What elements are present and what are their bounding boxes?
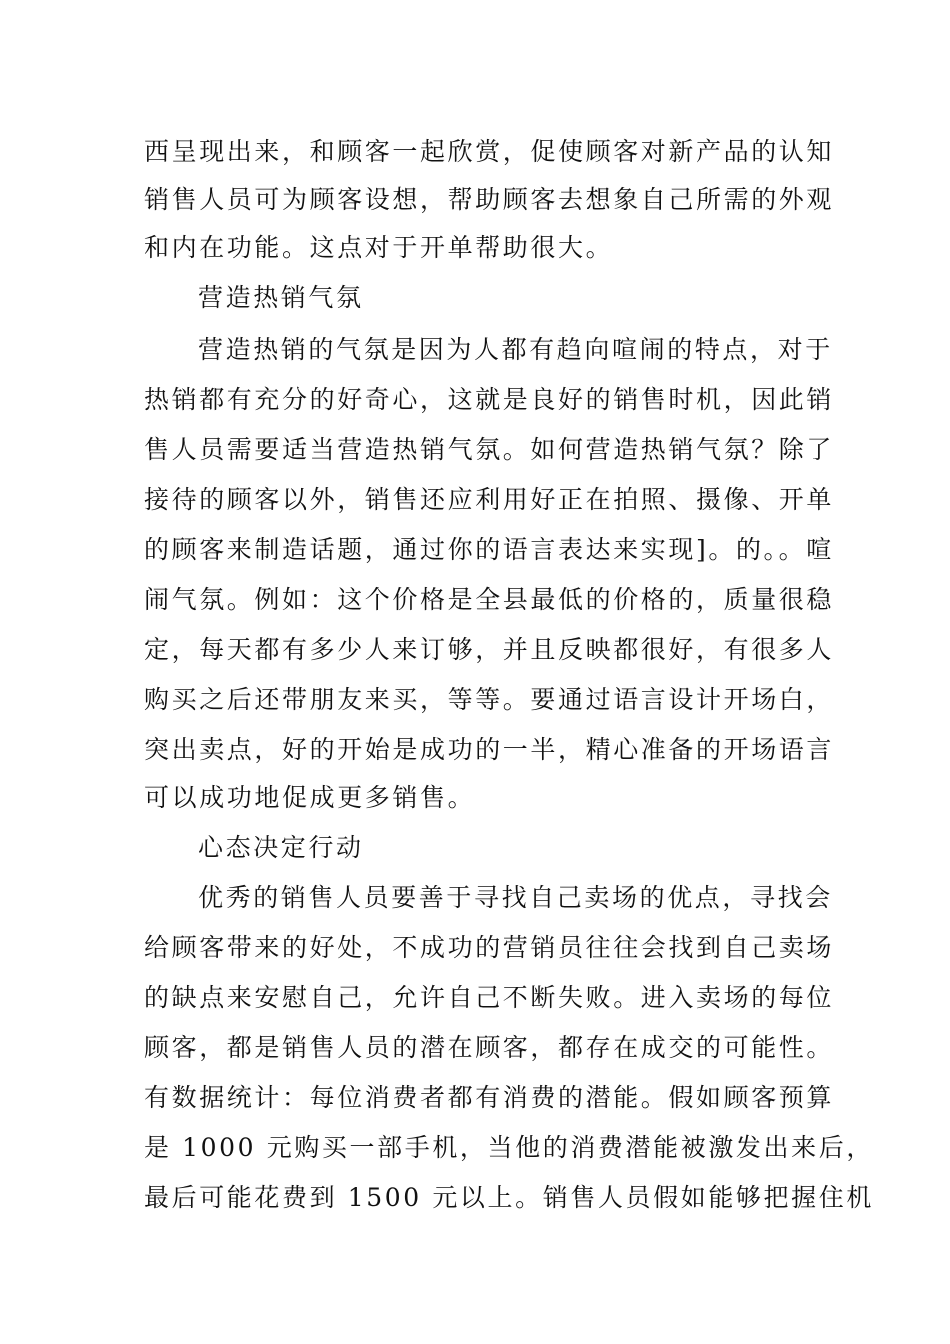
text-line: 购买之后还带朋友来买，等等。要通过语言设计开场白， <box>144 685 835 714</box>
text-line: 最后可能花费到 1500 元以上。销售人员假如能够把握住机 <box>144 1183 874 1212</box>
text-line: 突出卖点，好的开始是成功的一半，精心准备的开场语言 <box>144 735 835 764</box>
text-line: 销售人员可为顾客设想，帮助顾客去想象自己所需的外观 <box>144 185 835 214</box>
text-line: 给顾客带来的好处，不成功的营销员往往会找到自己卖场 <box>144 933 835 962</box>
text-line: 热销都有充分的好奇心，这就是良好的销售时机，因此销 <box>144 385 835 414</box>
text-line: 营造热销的气氛是因为人都有趋向喧闹的特点，对于 <box>198 335 833 364</box>
text-line: 优秀的销售人员要善于寻找自己卖场的优点，寻找会 <box>198 883 833 912</box>
text-line: 西呈现出来，和顾客一起欣赏，促使顾客对新产品的认知 <box>144 137 835 166</box>
text-line: 顾客，都是销售人员的潜在顾客，都存在成交的可能性。 <box>144 1033 835 1062</box>
text-line: 有数据统计：每位消费者都有消费的潜能。假如顾客预算 <box>144 1083 835 1112</box>
text-line: 售人员需要适当营造热销气氛。如何营造热销气氛？除了 <box>144 435 835 464</box>
text-line: 可以成功地促成更多销售。 <box>144 783 476 812</box>
text-line: 的缺点来安慰自己，允许自己不断失败。进入卖场的每位 <box>144 983 835 1012</box>
section-heading: 营造热销气氛 <box>198 283 364 312</box>
text-line: 闹气氛。例如：这个价格是全县最低的价格的，质量很稳 <box>144 585 835 614</box>
text-line: 定，每天都有多少人来订够，并且反映都很好，有很多人 <box>144 635 835 664</box>
text-line: 和内在功能。这点对于开单帮助很大。 <box>144 233 614 262</box>
text-line: 接待的顾客以外，销售还应利用好正在拍照、摄像、开单 <box>144 485 835 514</box>
text-line: 是 1000 元购买一部手机，当他的消费潜能被激发出来后， <box>144 1133 874 1162</box>
text-line: 的顾客来制造话题，通过你的语言表达来实现]。的。。喧 <box>144 535 834 564</box>
section-heading: 心态决定行动 <box>198 833 364 862</box>
